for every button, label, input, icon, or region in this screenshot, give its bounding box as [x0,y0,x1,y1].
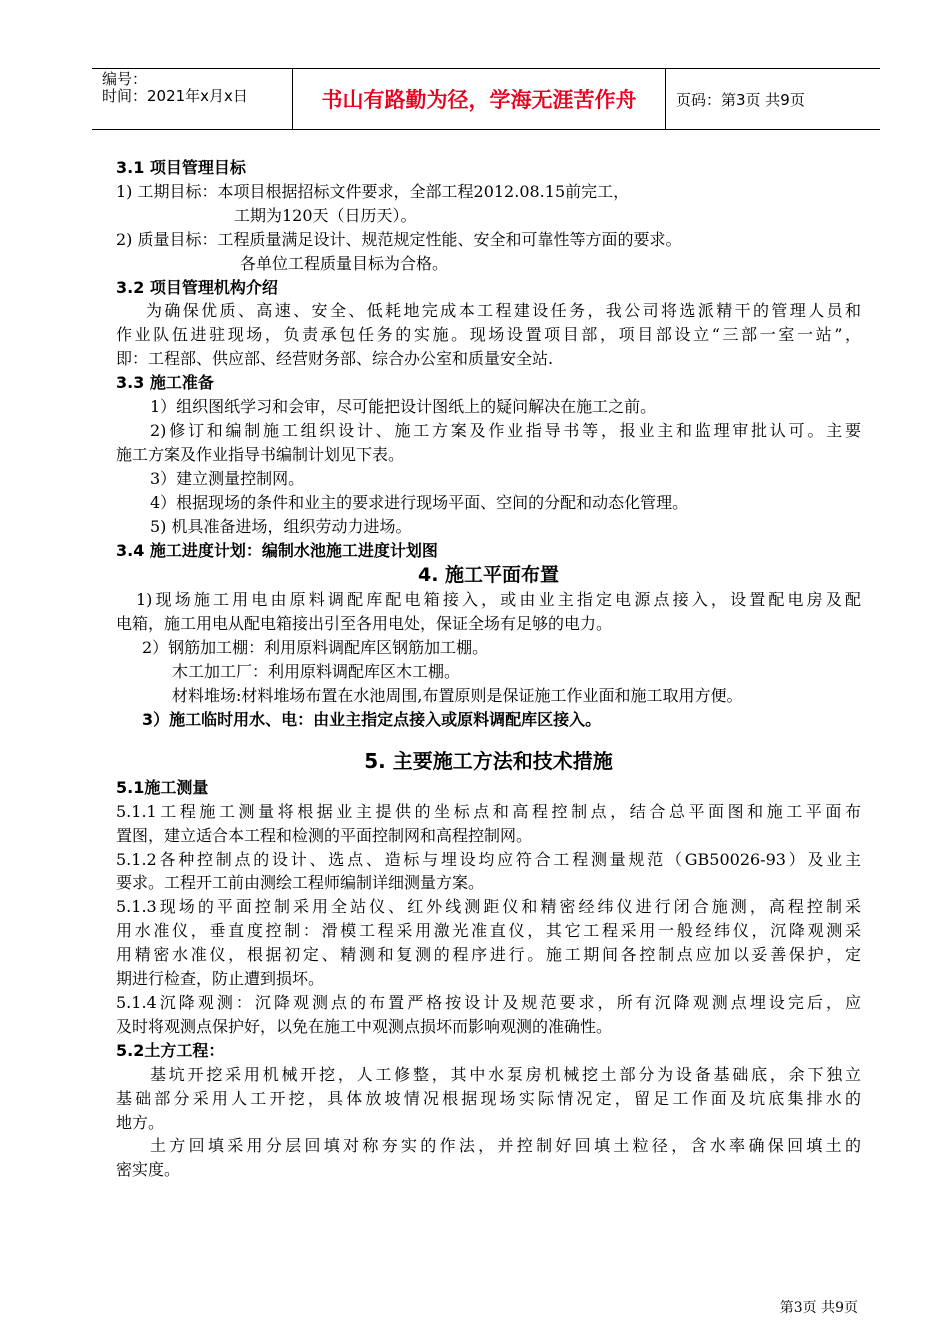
text-line: 及时将观测点保护好，以免在施工中观测点损坏而影响观测的准确性。 [116,1016,613,1036]
text-line: 为确保优质、高速、安全、低耗地完成本工程建设任务，我公司将选派精干的管理人员和 [146,301,861,321]
text-line: 5) 机具准备进场，组织劳动力进场。 [150,516,412,536]
page-header [92,68,880,130]
text-line: 2) 质量目标：工程质量满足设计、规范规定性能、安全和可靠性等方面的要求。 [116,229,682,249]
text-line: 木工加工厂：利用原料调配库区木工棚。 [172,662,461,682]
text-line: 1）组织图纸学习和会审，尽可能把设计图纸上的疑问解决在施工之前。 [150,397,657,417]
page-footer: 第3页 共9页 [779,1300,858,1316]
text-line: 施工方案及作业指导书编制计划见下表。 [116,444,405,464]
text-line: 5.1.3现场的平面控制采用全站仪、红外线测距仪和精密经纬仪进行闭合施测，高程控制采 [116,897,861,917]
document-body [116,156,861,1182]
text-line: 用水准仪，垂直度控制：滑模工程采用激光准直仪，其它工程采用一般经纬仪，沉降观测采 [116,921,861,941]
text-line: 各单位工程质量目标为合格。 [240,253,449,273]
subsection-heading: 5.2土方工程： [116,1040,225,1060]
text-line: 要求。工程开工前由测绘工程师编制详细测量方案。 [116,873,485,893]
text-line: 1)现场施工用电由原料调配库配电箱接入，或由业主指定电源点接入，设置配电房及配 [136,590,861,610]
text-line: 用精密水准仪，根据初定、精测和复测的程序进行。施工期间各控制点应加以妥善保护，定 [116,945,861,965]
text-line: 土方回填采用分层回填对称夯实的作法，并控制好回填土粒径，含水率确保回填土的 [150,1136,861,1156]
text-line: 即：工程部、供应部、经营财务部、综合办公室和质量安全站. [116,349,554,369]
header-motto: 书山有路勤为径，学海无涯苦作舟 [293,69,666,129]
text-line: 4）根据现场的条件和业主的要求进行现场平面、空间的分配和动态化管理。 [150,492,689,512]
text-line: 3）建立测量控制网。 [150,468,305,488]
subsection-heading: 3）施工临时用水、电：由业主指定点接入或原料调配库区接入。 [142,709,602,729]
text-line: 电箱，施工用电从配电箱接出引至各用电处，保证全场有足够的电力。 [116,614,613,634]
text-line: 2）钢筋加工棚：利用原料调配库区钢筋加工棚。 [142,638,489,658]
subsection-heading: 3.3 施工准备 [116,373,214,393]
text-line: 基坑开挖采用机械开挖，人工修整，其中水泵房机械挖土部分为设备基础底，余下独立 [150,1064,861,1084]
document-time: 时间：2021年x月x日 [102,87,248,105]
text-line: 材料堆场:材料堆场布置在水池周围,布置原则是保证施工作业面和施工取用方便。 [172,686,743,706]
text-line: 5.1.4沉降观测：沉降观测点的布置严格按设计及规范要求，所有沉降观测点埋设完后，应 [116,993,861,1012]
text-line: 地方。 [116,1112,165,1132]
text-line: 基础部分采用人工开挖，具体放坡情况根据现场实际情况定，留足工作面及坑底集排水的 [116,1088,861,1108]
subsection-heading: 3.4 施工进度计划：编制水池施工进度计划图 [116,540,438,560]
document-number: 编号： [102,70,148,88]
header-info [92,69,293,129]
header-page-number: 页码：第3页 共9页 [676,90,805,109]
text-line: 置图，建立适合本工程和检测的平面控制网和高程控制网。 [116,825,533,845]
subsection-heading: 5.1施工测量 [116,777,209,797]
text-line: 密实度。 [116,1160,181,1180]
section-heading: 5. 主要施工方法和技术措施 [364,748,613,773]
text-line: 5.1.1工程施工测量将根据业主提供的坐标点和高程控制点，结合总平面图和施工平面布 [116,801,861,821]
subsection-heading: 3.2 项目管理机构介绍 [116,277,278,297]
text-line: 5.1.2各种控制点的设计、选点、造标与埋设均应符合工程测量规范（GB50026-93）及业主 [116,849,861,869]
subsection-heading: 3.1 项目管理目标 [116,158,246,177]
text-line: 1) 工期目标：本项目根据招标文件要求，全部工程2012.08.15前完工， [116,181,630,201]
text-line: 作业队伍进驻现场，负责承包任务的实施。现场设置项目部，项目部设立“三部一室一站”， [116,325,861,345]
text-line: 期进行检查，防止遭到损坏。 [116,969,325,989]
section-heading: 4. 施工平面布置 [417,564,560,587]
text-line: 2)修订和编制施工组织设计、施工方案及作业指导书等，报业主和监理审批认可。主要 [150,420,861,440]
text-line: 工期为120天（日历天）。 [234,205,417,225]
